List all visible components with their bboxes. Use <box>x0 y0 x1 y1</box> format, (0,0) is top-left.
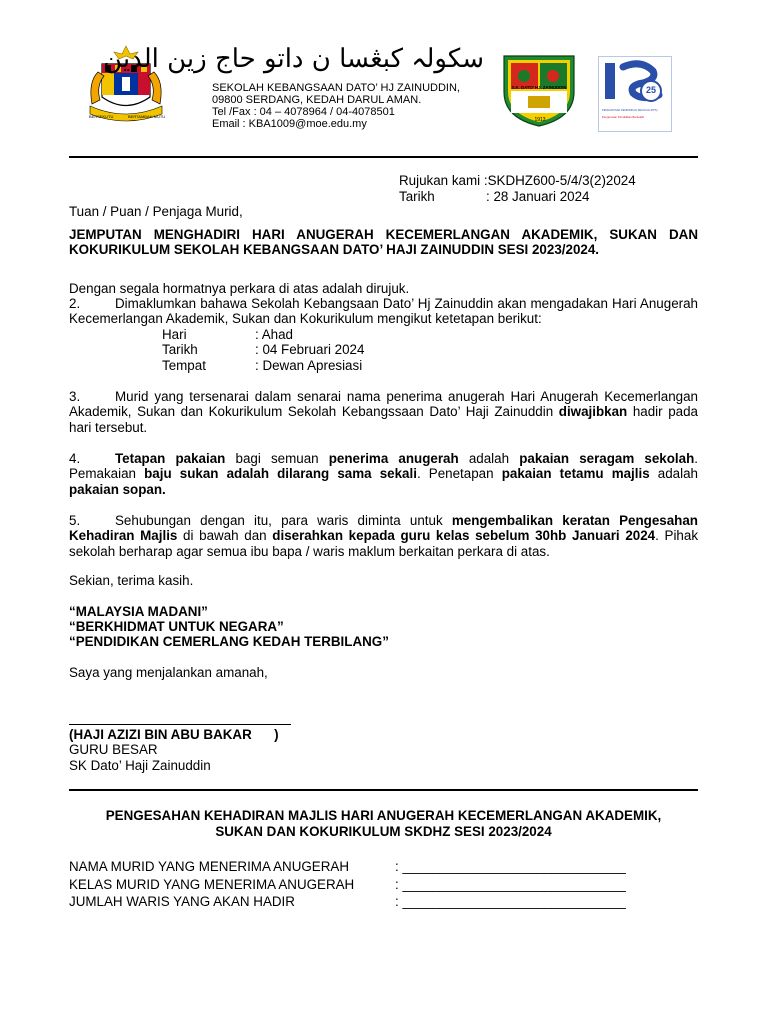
paragraph-3-tail: hadir pada hari tersebut. <box>69 404 698 435</box>
p4-text: . Pemakaian <box>69 451 699 482</box>
letterhead <box>0 0 768 150</box>
sps-logo-caption2: Pengurusan Pendidikan Berkualiti <box>602 115 644 119</box>
crest-motto-left: BERSEKUTU <box>89 114 114 119</box>
p4-dress-code: Tetapan pakaian <box>115 451 226 466</box>
reference-value: SKDHZ600-5/4/3(2)2024 <box>487 173 636 188</box>
detail-value: : Ahad <box>255 327 293 342</box>
detail-value: : 04 Februari 2024 <box>255 342 365 358</box>
date-label: Tarikh <box>399 189 435 204</box>
sps-logo-mark <box>599 57 671 107</box>
p4-text: . Penetapan <box>416 466 502 482</box>
detail-row-day <box>162 327 364 342</box>
slogan-3: “PENDIDIKAN CEMERLANG KEDAH TERBILANG” <box>69 634 389 649</box>
sps-logo-number: 25 <box>645 85 656 95</box>
p5-return-slip: mengembalikan keratan Pengesahan Kehadiran Majlis <box>69 513 698 544</box>
detail-row-date <box>162 342 364 357</box>
p4-polite-attire: pakaian sopan. <box>69 481 166 497</box>
slip-title-1: PENGESAHAN KEHADIRAN MAJLIS HARI ANUGERAH KECEMERLANGAN AKADEMIK, <box>105 808 662 823</box>
slip-title-2: SUKAN DAN KOKURIKULUM SKDHZ SESI 2023/2024 <box>215 824 552 839</box>
paragraph-2-number: 2. <box>69 296 81 311</box>
crest-motto-right: BERTAMBAH MUTU <box>128 114 166 119</box>
p5-text: Sehubungan dengan itu, para waris diminta untuk <box>115 513 452 528</box>
reference-label: Rujukan kami : <box>399 173 488 188</box>
field-label: KELAS MURID YANG MENERIMA ANUGERAH <box>69 877 355 892</box>
p4-text: bagi semuan <box>225 451 329 466</box>
field-label: NAMA MURID YANG MENERIMA ANUGERAH <box>69 859 350 874</box>
school-logo-text: S.K. DATO' HJ. ZAINUDDIN <box>511 85 567 90</box>
school-email: Email : KBA1009@moe.edu.my <box>212 118 367 130</box>
p5-text: . Pihak sekolah berharap agar semua ibu bapa / waris maklum berkaitan perkara di atas. <box>69 528 699 559</box>
slogan-2: “BERKHIDMAT UNTUK NEGARA” <box>69 619 284 634</box>
slip-divider <box>69 789 698 791</box>
school-name: SEKOLAH KEBANGSAAN DATO’ HJ ZAINUDDIN, <box>212 82 460 94</box>
header-divider <box>69 156 698 158</box>
signatory-name: (HAJI AZIZI BIN ABU BAKAR ) <box>69 727 279 742</box>
paragraph-2-text: Dimaklumkan bahawa Sekolah Kebangsaan Dato’ Hj Zainuddin akan mengadakan Hari Anugerah Kecemerlangan Akademik, Sukan dan Kokurikulum mengikut ketetapan berikut: <box>69 296 698 327</box>
p4-text: adalah <box>649 466 698 482</box>
event-details <box>162 327 364 373</box>
sps-logo <box>598 56 672 132</box>
p4-sports-prohibited: baju sukan adalah dilarang sama sekali <box>144 466 417 482</box>
closing-line: Sekian, terima kasih. <box>69 573 194 588</box>
class-input-line[interactable]: : ______________________________ <box>395 877 626 892</box>
school-address: 09800 SERDANG, KEDAH DARUL AMAN. <box>212 94 422 106</box>
paragraph-4-number: 4. <box>69 451 81 466</box>
signature-line <box>69 724 291 725</box>
date-line <box>399 189 589 204</box>
paragraph-2 <box>69 296 698 327</box>
sign-off: Saya yang menjalankan amanah, <box>69 665 268 680</box>
p4-uniform: pakaian seragam sekolah <box>519 451 695 466</box>
paragraph-5 <box>69 513 698 559</box>
signatory-school: SK Dato’ Haji Zainuddin <box>69 758 211 773</box>
school-name-jawi: سکولہ کبڠسا ن داتو حاج زين الدين <box>103 44 484 74</box>
field-label: JUMLAH WARIS YANG AKAN HADIR <box>69 894 295 909</box>
slip-field-name[interactable] <box>69 859 698 874</box>
detail-label: Tempat <box>162 357 206 373</box>
slogan-1: “MALAYSIA MADANI” <box>69 604 208 619</box>
p4-guest-attire: pakaian tetamu majlis <box>501 466 650 482</box>
letter-subject: JEMPUTAN MENGHADIRI HARI ANUGERAH KECEMERLANGAN AKADEMIK, SUKAN DAN KOKURIKULUM SEKOLAH KEBANGSAAN DATO’ HAJI ZAINUDDIN SESI 2023/2024. <box>69 227 698 258</box>
detail-label: Tarikh <box>162 342 198 358</box>
slip-field-guests[interactable] <box>69 894 698 909</box>
school-phone: Tel /Fax : 04 – 4078964 / 04-4078501 <box>212 106 395 118</box>
p4-recipients: penerima anugerah <box>328 451 459 466</box>
p5-text: di bawah dan <box>177 528 273 544</box>
salutation: Tuan / Puan / Penjaga Murid, <box>69 204 243 219</box>
detail-label: Hari <box>162 327 187 342</box>
detail-row-venue <box>162 358 364 373</box>
opening-line: Dengan segala hormatnya perkara di atas adalah dirujuk. <box>69 281 410 296</box>
name-input-line[interactable]: : ______________________________ <box>395 859 626 874</box>
slip-field-class[interactable] <box>69 877 698 892</box>
p5-deadline: diserahkan kepada guru kelas sebelum 30hb Januari 2024 <box>272 528 656 544</box>
paragraph-3-emphasis: diwajibkan <box>558 404 628 420</box>
paragraph-4 <box>69 451 698 497</box>
p4-text: adalah <box>458 451 520 466</box>
paragraph-3 <box>69 389 698 435</box>
reference-line <box>399 173 636 188</box>
paragraph-3-number: 3. <box>69 389 81 404</box>
date-value: : 28 Januari 2024 <box>486 189 590 204</box>
guests-input-line[interactable]: : ______________________________ <box>395 894 626 909</box>
school-logo-year: 1913 <box>534 117 546 123</box>
detail-value: : Dewan Apresiasi <box>255 357 363 373</box>
sps-logo-caption: PENGURUSAN PENDIDIKAN SEKOLAH (PPS) <box>602 109 658 112</box>
paragraph-3-text: Murid yang tersenarai dalam senarai nama penerima anugerah Hari Anugerah Kecemerlangan Akademik, Sukan dan Kokurikulum Sekolah Kebangssaan Dato’ Haji Zainuddin <box>69 389 698 420</box>
paragraph-5-number: 5. <box>69 513 81 528</box>
signatory-position: GURU BESAR <box>69 742 158 757</box>
